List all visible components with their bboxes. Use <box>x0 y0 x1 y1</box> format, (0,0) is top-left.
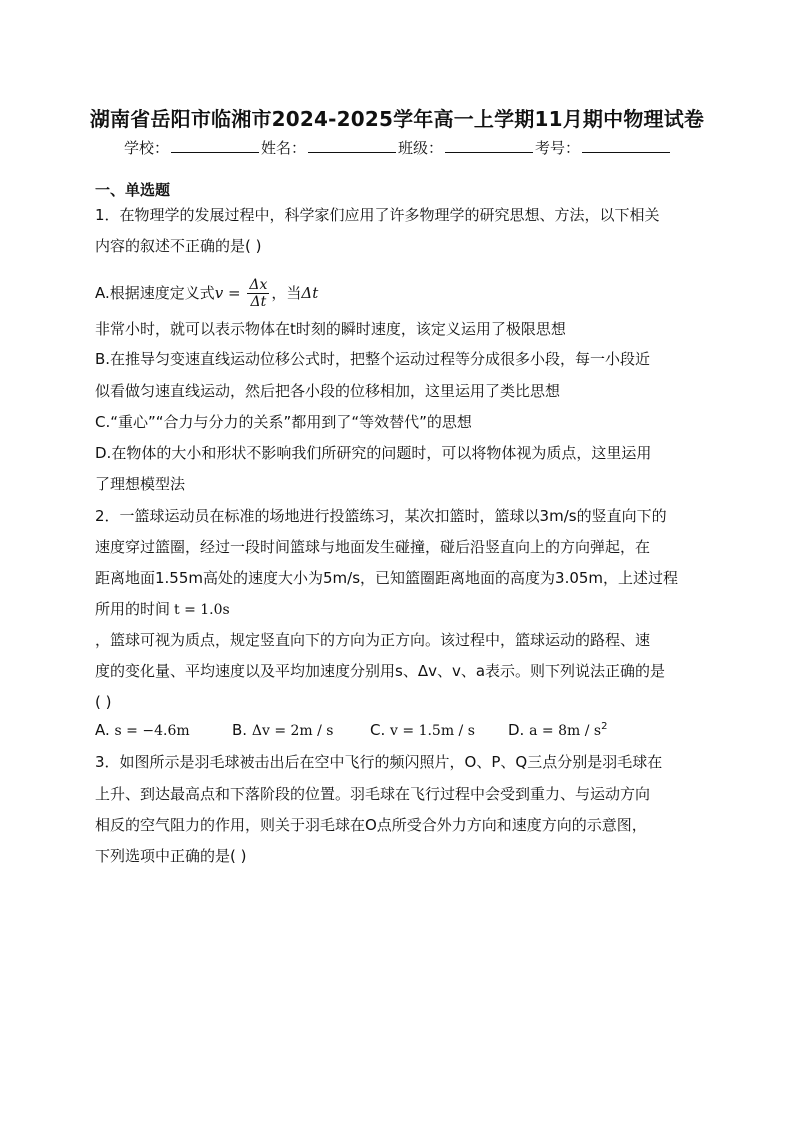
q1-option-a <box>95 277 318 310</box>
q1-a-v: v <box>214 284 224 302</box>
q2-line-7: ( ) <box>95 693 112 711</box>
q3-line-4: 下列选项中正确的是( ) <box>95 847 247 865</box>
q2-option-a-expr: s = −4.6m <box>114 723 190 739</box>
q1-a-dt: Δt <box>301 284 319 302</box>
q1-a-mid: ，当 <box>271 284 302 302</box>
velocity-fraction <box>247 277 269 310</box>
q2-option-d-exponent: 2 <box>601 721 608 732</box>
q1-option-d-line-2: 了理想模型法 <box>95 475 186 493</box>
school-blank <box>171 138 259 153</box>
q2-time-expr: t = 1.0s <box>174 602 230 618</box>
name-label: 姓名： <box>261 139 307 157</box>
exam-number-field <box>535 137 672 158</box>
q1-stem-line-2: 内容的叙述不正确的是( ) <box>95 237 262 255</box>
q3-line-1: 3．如图所示是羽毛球被击出后在空中飞行的频闪照片，O、P、Q三点分别是羽毛球在 <box>95 753 663 771</box>
q1-option-a-line-2: 非常小时，就可以表示物体在t时刻的瞬时速度，该定义运用了极限思想 <box>95 320 566 338</box>
fraction-denominator: Δt <box>250 294 267 310</box>
q2-option-c <box>370 721 475 739</box>
exam-number-label: 考号： <box>535 139 581 157</box>
page-title: 湖南省岳阳市临湘市2024-2025学年高一上学期11月期中物理试卷 <box>89 107 705 131</box>
q2-option-b-label: B. <box>232 721 248 739</box>
q3-line-2: 上升、到达最高点和下落阶段的位置。羽毛球在飞行过程中会受到重力、与运动方向 <box>95 785 651 803</box>
q2-line-2: 速度穿过篮圈，经过一段时间篮球与地面发生碰撞，碰后沿竖直向上的方向弹起，在 <box>95 538 651 556</box>
q1-option-b-line-1: B.在推导匀变速直线运动位移公式时，把整个运动过程等分成很多小段，每一小段近 <box>95 350 651 368</box>
q2-line-1: 2．一篮球运动员在标准的场地进行投篮练习，某次扣篮时，篮球以3m/s的竖直向下的 <box>95 507 667 525</box>
q2-option-b <box>232 721 333 739</box>
q2-option-d-expr: a = 8m / s <box>529 723 602 739</box>
q2-option-d <box>508 721 607 739</box>
q2-option-c-expr: v = 1.5m / s <box>390 723 475 739</box>
q1-option-c: C.“重心”“合力与分力的关系”都用到了“等效替代”的思想 <box>95 413 472 431</box>
school-label: 学校： <box>124 139 170 157</box>
section-heading: 一、单选题 <box>95 181 171 199</box>
q2-option-b-expr: Δv = 2m / s <box>251 723 334 739</box>
q2-line-6: 度的变化量、平均速度以及平均加速度分别用s、Δv、v、a表示。则下列说法正确的是 <box>95 662 666 680</box>
q3-line-3: 相反的空气阻力的作用，则关于羽毛球在O点所受合外力方向和速度方向的示意图， <box>95 816 647 834</box>
q2-line-3: 距离地面1.55m高处的速度大小为5m/s，已知篮圈距离地面的高度为3.05m，上述过程 <box>95 569 679 587</box>
q1-stem-line-1: 1．在物理学的发展过程中，科学家们应用了许多物理学的研究思想、方法，以下相关 <box>95 206 660 224</box>
q2-line-4 <box>95 600 230 619</box>
q1-option-b-line-2: 似看做匀速直线运动，然后把各小段的位移相加，这里运用了类比思想 <box>95 382 561 400</box>
class-blank <box>445 138 533 153</box>
school-field <box>124 137 261 158</box>
q2-option-a <box>95 721 190 739</box>
name-field <box>261 137 398 158</box>
name-blank <box>308 138 396 153</box>
q2-line-4-text: 所用的时间 <box>95 600 171 618</box>
q2-option-c-label: C. <box>370 721 386 739</box>
class-field <box>398 137 535 158</box>
q1-a-eq: = <box>223 284 246 302</box>
q2-option-a-label: A. <box>95 721 110 739</box>
q1-option-d-line-1: D.在物体的大小和形状不影响我们所研究的问题时，可以将物体视为质点，这里运用 <box>95 444 652 462</box>
q2-option-d-label: D. <box>508 721 525 739</box>
fraction-numerator: Δx <box>249 277 268 293</box>
q1-a-prefix: A.根据速度定义式 <box>95 284 215 302</box>
class-label: 班级： <box>398 139 444 157</box>
student-info-line <box>124 137 672 158</box>
exam-number-blank <box>582 138 670 153</box>
q2-line-5: ，篮球可视为质点，规定竖直向下的方向为正方向。该过程中，篮球运动的路程、速 <box>95 631 651 649</box>
